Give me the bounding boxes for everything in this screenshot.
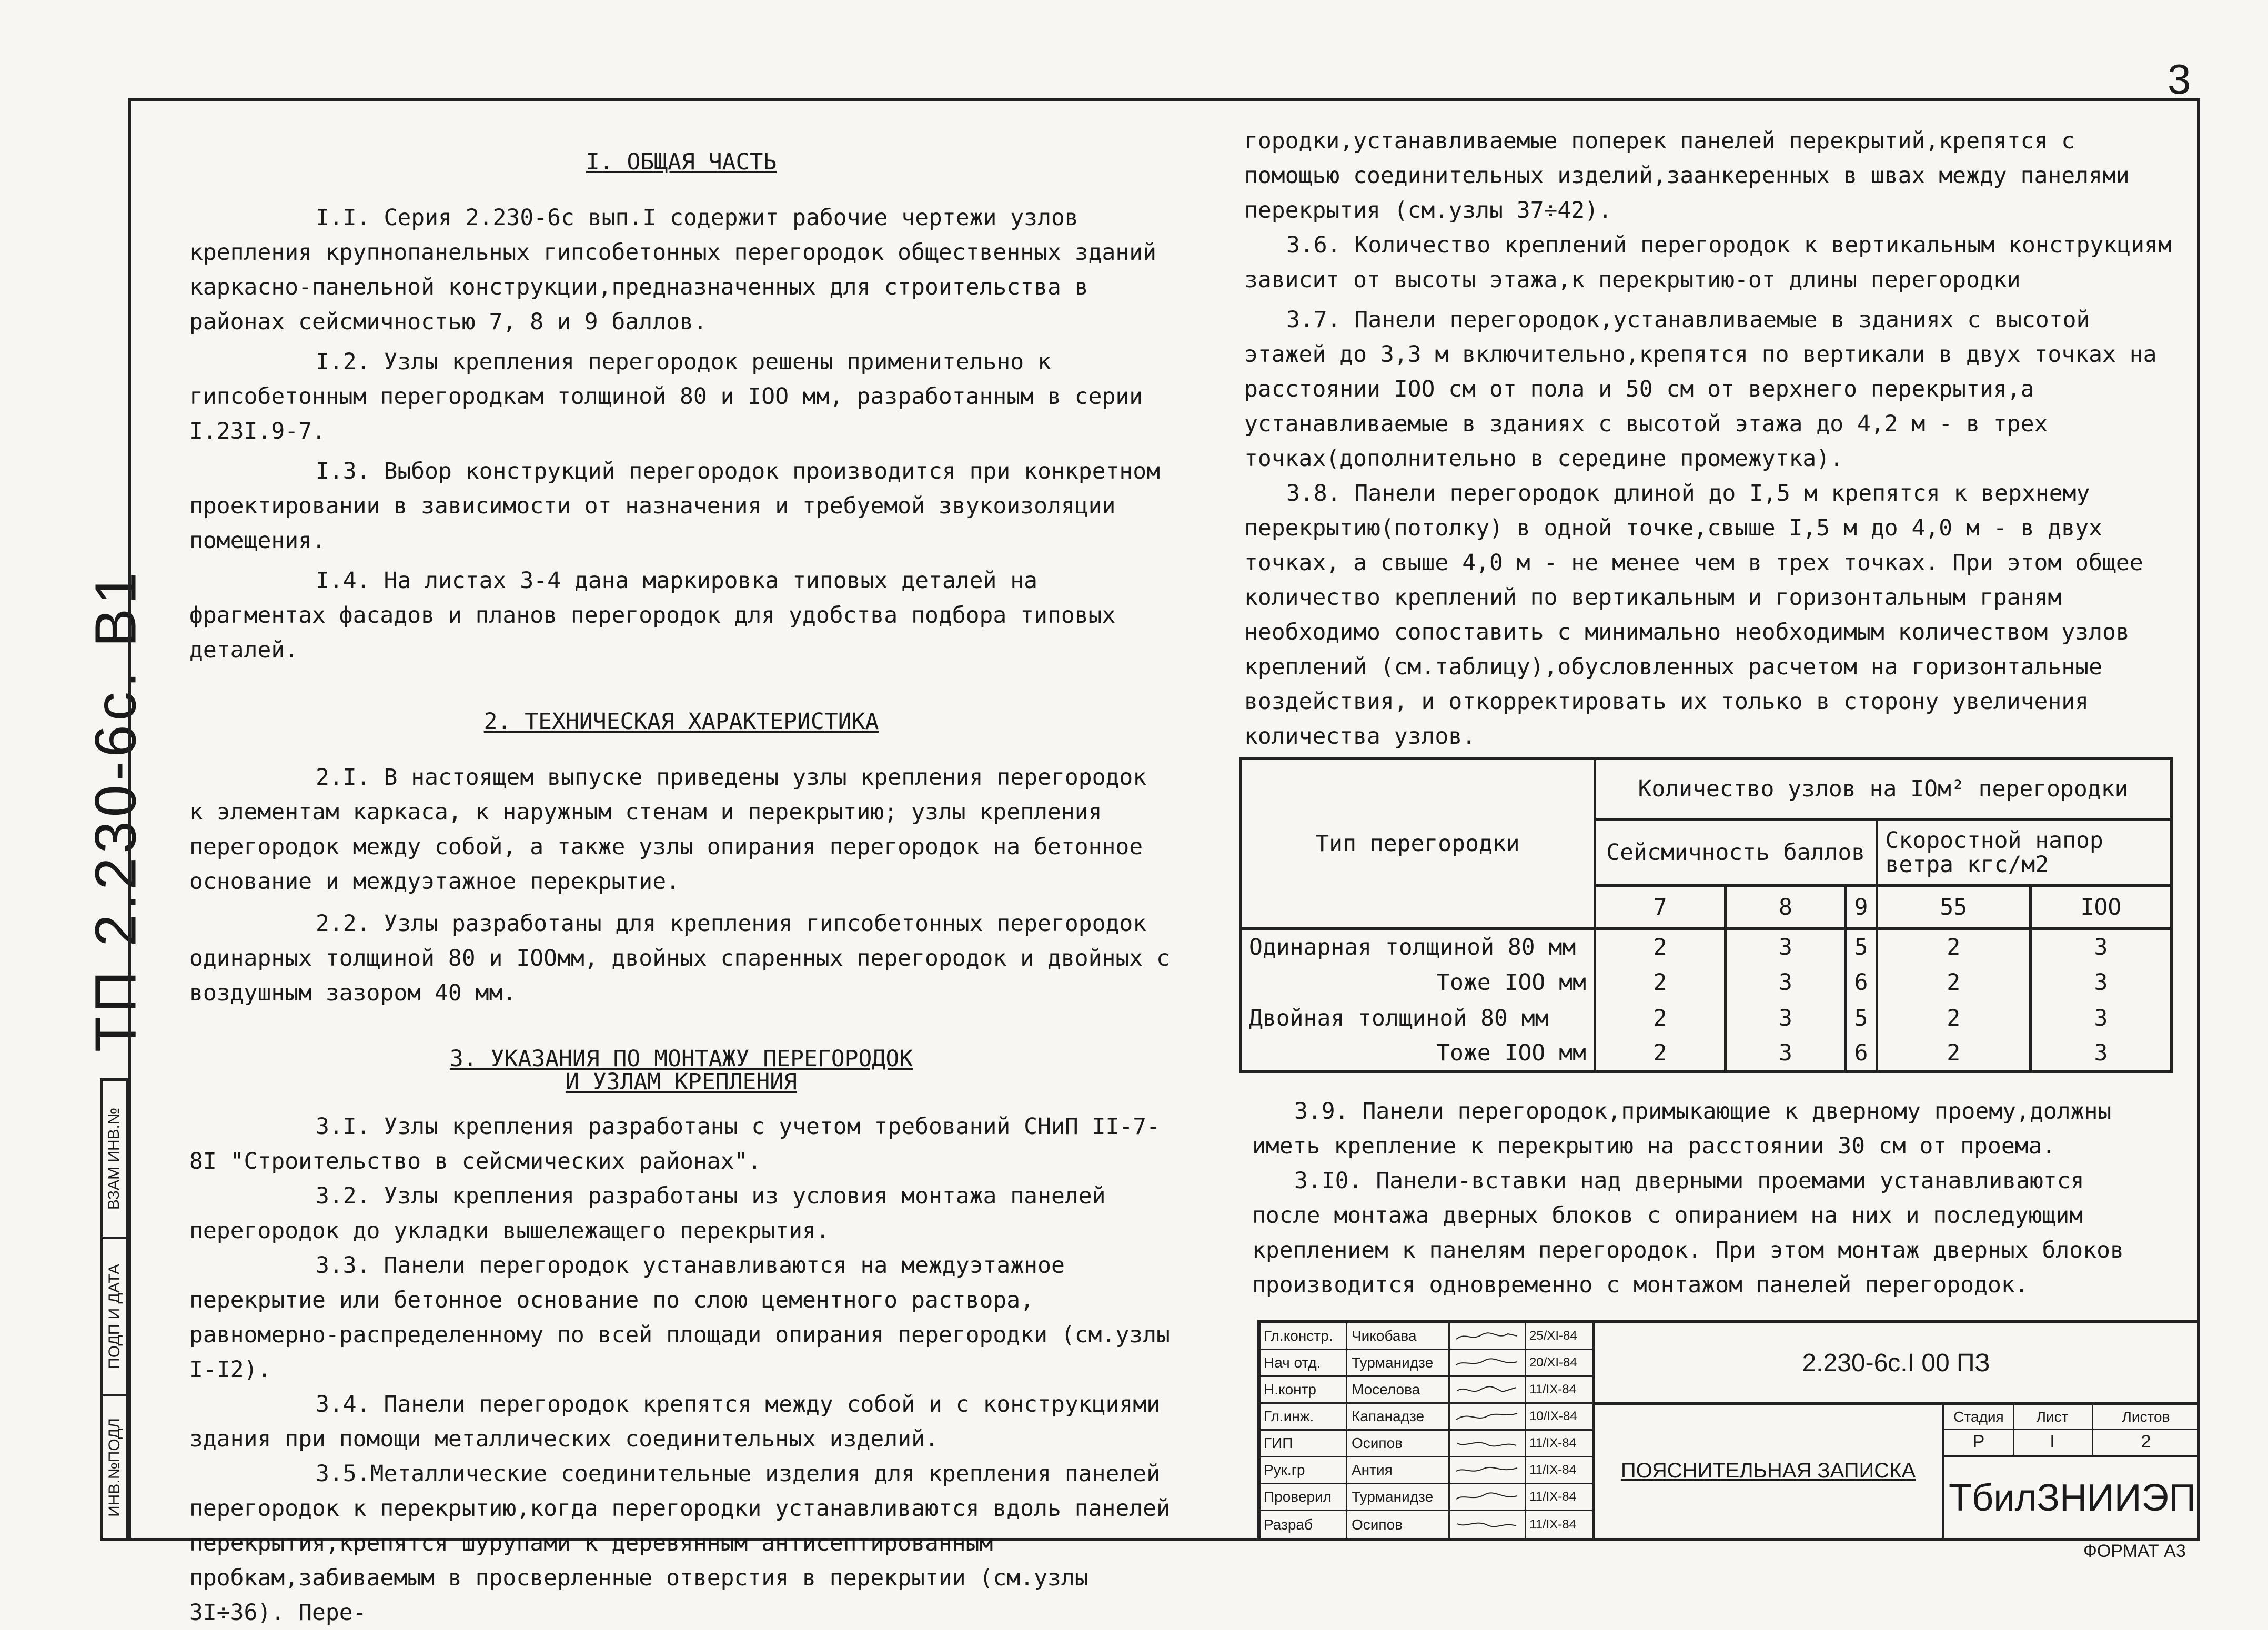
table-cell: 2 xyxy=(1595,1036,1725,1071)
signature xyxy=(1450,1457,1526,1483)
sheets-value: 2 xyxy=(2092,1429,2200,1457)
signature xyxy=(1450,1431,1526,1456)
paragraph-3-5: 3.5.Металлические соединительные изделия для крепления панелей перегородок к перекрытию,когда перегородки устанавливаются вдоль панелей перекрытия,крепятся шурупами к деревянным антисептированным пробкам,забиваемым в просверленные отверстия в перекрытии (см.узлы 3I÷36). Пере- xyxy=(189,1461,1170,1626)
approval-role: Н.контр xyxy=(1261,1377,1347,1402)
approval-name: Осипов xyxy=(1347,1431,1450,1456)
left-column xyxy=(189,145,1173,1630)
paragraph-3-7: 3.7. Панели перегородок,устанавливаемые в зданиях с высотой этажей до 3,3 м включительно,крепятся по вертикали в двух точках на расстоянии IOO см от пола и 50 см от верхнего перекрытия,а устанавливаемые в зданиях с высотой этажа до 4,2 м - в трех точках(дополнительно в середине промежутка). xyxy=(1244,307,2157,472)
title-block xyxy=(1257,1320,2200,1541)
format-label: ФОРМАТ А3 xyxy=(2083,1541,2186,1561)
table-cell: 6 xyxy=(1846,965,1877,1000)
table-cell: 3 xyxy=(2030,929,2171,965)
approval-date: 11/IX-84 xyxy=(1529,1436,1576,1450)
paragraph-3-2: 3.2. Узлы крепления разработаны из условия монтажа панелей перегородок до укладки вышележащего перекрытия. xyxy=(189,1183,1106,1244)
approval-role: Гл.инж. xyxy=(1261,1404,1347,1429)
approval-date: 25/XI-84 xyxy=(1529,1329,1577,1343)
paragraph-1-4: I.4. На листах 3-4 дана маркировка типовых деталей на фрагментах фасадов и планов перегородок для удобства подбора типовых деталей. xyxy=(189,568,1116,663)
side-cell-sign-date: ПОДП И ДАТА xyxy=(103,1239,126,1396)
side-cell-inv-no: ИНВ.№ПОДЛ xyxy=(105,1418,123,1517)
table-col-header: 7 xyxy=(1595,886,1725,929)
table-header-type: Тип перегородки xyxy=(1241,759,1595,929)
paragraph-2-1: 2.I. В настоящем выпуске приведены узлы крепления перегородок к элементам каркаса, к наружным стенам и перекрытию; узлы крепления перегородок между собой, а также узлы опирания перегородок на бетонное основание и междуэтажное перекрытие. xyxy=(189,764,1147,895)
side-stamp-strip xyxy=(100,1078,129,1541)
sheet-info-grid xyxy=(1944,1405,2200,1457)
paragraph-3-4: 3.4. Панели перегородок крепятся между собой и с конструкциями здания при помощи металлических соединительных изделий. xyxy=(189,1391,1161,1452)
document-code: 2.230-6с.I 00 ПЗ xyxy=(1802,1349,1990,1377)
approval-row xyxy=(1261,1350,1592,1377)
table-row xyxy=(1241,1000,2172,1036)
paragraph-3-1: 3.I. Узлы крепления разработаны с учетом требований СНиП II-7-8I "Строительство в сейсмических районах". xyxy=(189,1113,1161,1175)
table-cell: 2 xyxy=(1877,965,2030,1000)
approval-date: 11/IX-84 xyxy=(1529,1382,1576,1396)
approval-name: Осипов xyxy=(1347,1511,1450,1538)
approval-role: ГИП xyxy=(1261,1431,1347,1456)
sheets-label: Листов xyxy=(2092,1405,2200,1430)
paragraph-1-1: I.I. Серия 2.230-6с вып.I содержит рабочие чертежи узлов крепления крупнопанельных гипсобетонных перегородок общественных зданий каркасно-панельной конструкции,предназначенных для строительства в районах сейсмичностью 7, 8 и 9 баллов. xyxy=(189,205,1157,335)
section-2-title: 2. ТЕХНИЧЕСКАЯ ХАРАКТЕРИСТИКА xyxy=(483,708,879,735)
approval-date: 11/IX-84 xyxy=(1529,1463,1576,1477)
table-cell: 3 xyxy=(1726,929,1846,965)
table-col-header: IOO xyxy=(2030,886,2171,929)
table-cell: 3 xyxy=(1726,1036,1846,1071)
approval-role: Разраб xyxy=(1261,1511,1347,1538)
paragraph-1-2: I.2. Узлы крепления перегородок решены применительно к гипсобетонным перегородкам толщиной 80 и IOO мм, разработанным в серии I.23I.9-7. xyxy=(189,349,1143,444)
approval-grid xyxy=(1261,1323,1592,1538)
table-col-header: 55 xyxy=(1877,886,2030,929)
approval-date: 10/IX-84 xyxy=(1529,1409,1577,1423)
approval-row xyxy=(1261,1323,1592,1350)
paragraph-3-9: 3.9. Панели перегородок,примыкающие к дверному проему,должны иметь крепление к перекрытию на расстоянии 30 см от проема. xyxy=(1252,1098,2112,1159)
side-document-code: ТП 2.230-6с. В1 xyxy=(83,568,148,1052)
paragraph-2-2: 2.2. Узлы разработаны для крепления гипсобетонных перегородок одинарных толщиной 80 и IOOмм, двойных спаренных перегородок и двойных с воздушным зазором 40 мм. xyxy=(189,910,1170,1006)
table-row xyxy=(1241,1036,2172,1071)
signature xyxy=(1450,1484,1526,1510)
table-cell: 5 xyxy=(1846,1000,1877,1036)
table-row-label: Одинарная толщиной 80 мм xyxy=(1241,929,1595,965)
organization-name: ТбилЗНИИЭП xyxy=(1949,1477,2196,1519)
page-number: 3 xyxy=(2168,56,2191,103)
table-cell: 3 xyxy=(1726,965,1846,1000)
table-row-label: Тоже IOO мм xyxy=(1241,965,1595,1000)
right-column-bottom xyxy=(1252,1094,2146,1302)
section-1-title: I. ОБЩАЯ ЧАСТЬ xyxy=(586,149,777,175)
table-cell: 3 xyxy=(2030,1036,2171,1071)
table-cell: 6 xyxy=(1846,1036,1877,1071)
table-cell: 2 xyxy=(1595,929,1725,965)
document-title: ПОЯСНИТЕЛЬНАЯ ЗАПИСКА xyxy=(1620,1459,1916,1482)
approval-row xyxy=(1261,1457,1592,1484)
table-cell: 3 xyxy=(1726,1000,1846,1036)
table-cell: 3 xyxy=(2030,965,2171,1000)
approval-name: Моселова xyxy=(1347,1377,1450,1402)
table-cell: 3 xyxy=(2030,1000,2171,1036)
table-cell: 2 xyxy=(1595,965,1725,1000)
approval-name: Капанадзе xyxy=(1347,1404,1450,1429)
approval-row xyxy=(1261,1484,1592,1511)
approval-role: Нач отд. xyxy=(1261,1350,1347,1375)
stage-value: Р xyxy=(1944,1429,2014,1457)
side-cell-replace-inv: ВЗАМ ИНВ.№ xyxy=(103,1081,126,1239)
paragraph-1-3: I.3. Выбор конструкций перегородок производится при конкретном проектировании в зависимости от назначения и требуемой звукоизоляции помещения. xyxy=(189,458,1161,554)
approval-role: Рук.гр xyxy=(1261,1457,1347,1483)
approval-row xyxy=(1261,1431,1592,1457)
table-row xyxy=(1241,929,2172,965)
table-header-wind: Скоростной напор ветра кгс/м2 xyxy=(1877,819,2171,886)
signature xyxy=(1450,1511,1526,1538)
section-3-title-line2: И УЗЛАМ КРЕПЛЕНИЯ xyxy=(565,1069,798,1095)
table-header-seismic: Сейсмичность баллов xyxy=(1595,819,1877,886)
table-cell: 2 xyxy=(1877,1000,2030,1036)
approval-row xyxy=(1261,1377,1592,1404)
approval-date: 20/XI-84 xyxy=(1529,1355,1577,1370)
approval-name: Турманидзе xyxy=(1347,1484,1450,1510)
table-row-label: Тоже IOO мм xyxy=(1241,1036,1595,1071)
right-column-top xyxy=(1244,124,2178,754)
paragraph-3-5-continued: городки,устанавливаемые поперек панелей перекрытий,крепятся с помощью соединительных изделий,заанкеренных в швах между панелями перекрытия (см.узлы 37÷42). xyxy=(1244,128,2130,224)
table-row xyxy=(1241,965,2172,1000)
approval-name: Чикобава xyxy=(1347,1323,1450,1349)
table-cell: 2 xyxy=(1877,929,2030,965)
table-cell: 5 xyxy=(1846,929,1877,965)
approval-name: Турманидзе xyxy=(1347,1350,1450,1375)
table-cell: 2 xyxy=(1877,1036,2030,1071)
signature xyxy=(1450,1404,1526,1429)
fastening-count-table xyxy=(1239,757,2173,1073)
table-row-label: Двойная толщиной 80 мм xyxy=(1241,1000,1595,1036)
table-col-header: 8 xyxy=(1726,886,1846,929)
table-col-header: 9 xyxy=(1846,886,1877,929)
table-cell: 2 xyxy=(1595,1000,1725,1036)
signature xyxy=(1450,1323,1526,1349)
approval-date: 11/IX-84 xyxy=(1529,1517,1576,1532)
sheet-value: I xyxy=(2013,1429,2093,1457)
paragraph-3-10: 3.I0. Панели-вставки над дверными проемами устанавливаются после монтажа дверных блоков с опиранием на них и последующим креплением к панелям перегородок. При этом монтаж дверных блоков производится одновременно с монтажом панелей перегородок. xyxy=(1252,1168,2124,1298)
signature xyxy=(1450,1377,1526,1402)
paragraph-3-6: 3.6. Количество креплений перегородок к вертикальным конструкциям зависит от высоты этажа,к перекрытию-от длины перегородки xyxy=(1244,232,2172,293)
paragraph-3-3: 3.3. Панели перегородок устанавливаются на междуэтажное перекрытие или бетонное основание по слою цементного раствора, равномерно-распределенному по всей площади опирания перегородки (см.узлы I-I2). xyxy=(189,1252,1170,1383)
approval-date: 11/IX-84 xyxy=(1529,1490,1576,1504)
section-3-title-line1: 3. УКАЗАНИЯ ПО МОНТАЖУ ПЕРЕГОРОДОК xyxy=(449,1046,913,1072)
paragraph-3-8: 3.8. Панели перегородок длиной до I,5 м крепятся к верхнему перекрытию(потолку) в одной точке,свыше I,5 м до 4,0 м - в двух точках, а свыше 4,0 м - не менее чем в трех точках. При этом общее количество креплений по вертикальным и горизонтальным граням необходимо сопоставить с минимально необходимым количеством узлов креплений (см.таблицу),обусловленных расчетом на горизонтальные воздействия, и откорректировать их только в сторону увеличения количества узлов. xyxy=(1244,480,2143,750)
table-header-count: Количество узлов на IOм² перегородки xyxy=(1595,759,2171,819)
signature xyxy=(1450,1350,1526,1375)
approval-row xyxy=(1261,1511,1592,1538)
approval-row xyxy=(1261,1404,1592,1431)
approval-name: Антия xyxy=(1347,1457,1450,1483)
stage-label: Стадия xyxy=(1944,1405,2014,1430)
sheet-label: Лист xyxy=(2013,1405,2093,1430)
approval-role: Проверил xyxy=(1261,1484,1347,1510)
approval-role: Гл.констр. xyxy=(1261,1323,1347,1349)
